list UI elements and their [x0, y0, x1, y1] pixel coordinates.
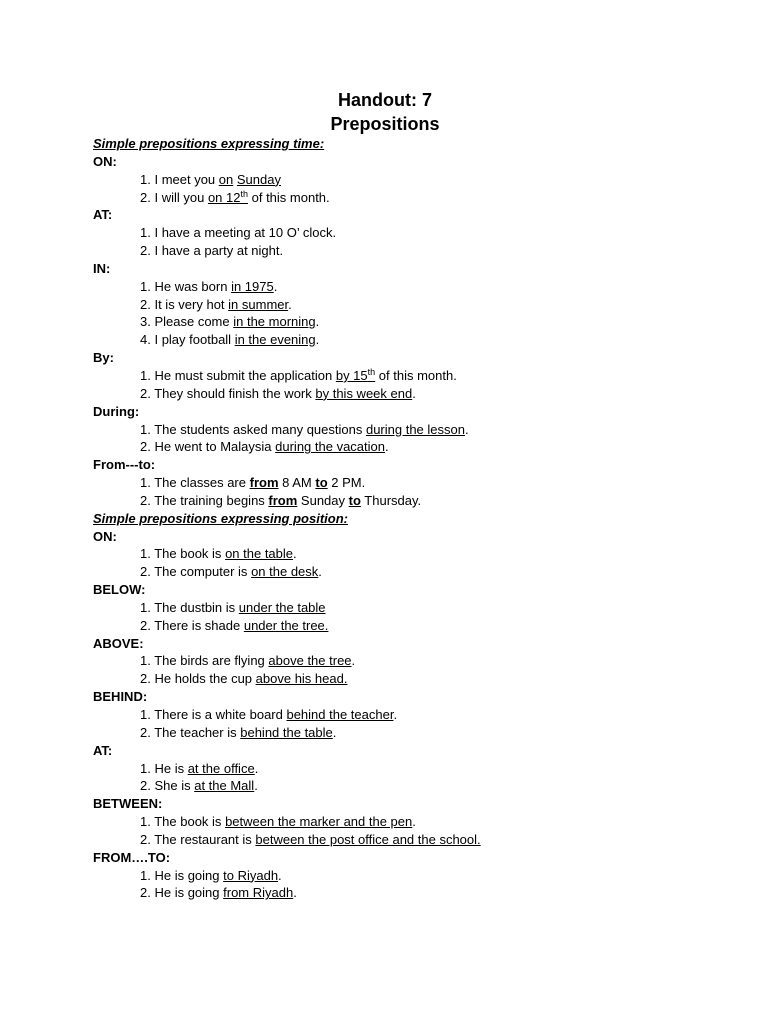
preposition-underlined: [208, 190, 248, 205]
preposition-underlined: from: [268, 492, 298, 508]
sentence-text: She is: [154, 778, 195, 794]
sentence-text: They should finish the work: [154, 385, 316, 401]
preposition-underlined: in summer: [228, 296, 289, 312]
sentence-text: The restaurant is: [154, 831, 256, 847]
preposition-underlined: to: [348, 492, 361, 508]
example-sentence: [93, 313, 713, 331]
example-sentence: [93, 385, 713, 403]
example-sentence: [93, 331, 713, 349]
preposition-underlined: between the marker and the pen: [225, 814, 413, 830]
sentence-text: .: [332, 724, 337, 740]
example-sentence: [93, 242, 713, 260]
example-sentence: [93, 884, 713, 902]
sentence-text: The dustbin is: [154, 599, 239, 615]
item-number: 2.: [140, 831, 151, 847]
sentence-text: .: [288, 296, 292, 312]
preposition-underlined: on: [218, 171, 234, 187]
sentence-text: The training begins: [154, 492, 269, 508]
example-sentence: [93, 599, 713, 617]
preposition-underlined: between the post office and the school.: [255, 831, 481, 847]
item-number: 1.: [140, 814, 151, 830]
item-number: 2.: [140, 778, 151, 794]
label-in-time: IN:: [93, 260, 111, 276]
sentence-text: .: [273, 278, 278, 294]
example-sentence: [93, 777, 713, 795]
sentence-text: There is shade: [154, 617, 244, 633]
example-sentence: [93, 724, 713, 742]
example-sentence: [93, 474, 713, 492]
item-number: 1.: [140, 421, 151, 437]
preposition-underlined: [336, 368, 375, 383]
sentence-text: .: [315, 332, 320, 348]
preposition-underlined: under the table: [238, 599, 326, 615]
label-on-position: ON:: [93, 528, 117, 544]
sentence-text: .: [385, 439, 389, 455]
label-during-time: During:: [93, 403, 140, 419]
sentence-text: He was born: [154, 278, 232, 294]
preposition-underlined: in the evening: [234, 332, 316, 348]
example-sentence: [93, 438, 713, 456]
example-sentence: [93, 278, 713, 296]
handout-content: [93, 135, 713, 902]
sentence-text: .: [278, 867, 282, 883]
sentence-text: He is: [154, 760, 188, 776]
item-number: 1.: [140, 546, 151, 562]
example-sentence: [93, 617, 713, 635]
item-number: 1.: [140, 225, 151, 241]
preposition-underlined: above his head.: [255, 671, 348, 687]
sentence-text: Thursday.: [360, 492, 422, 508]
example-sentence: [93, 367, 713, 385]
sentence-text: .: [351, 653, 356, 669]
example-sentence: [93, 421, 713, 439]
label-at-position: AT:: [93, 742, 113, 758]
preposition-underlined: at the Mall: [194, 778, 255, 794]
sentence-text: .: [293, 546, 297, 562]
sentence-text: The book is: [154, 546, 226, 562]
item-number: 1.: [140, 867, 151, 883]
sentence-text: Sunday: [297, 492, 349, 508]
preposition-underlined: during the vacation: [275, 439, 385, 455]
item-number: 2.: [140, 671, 151, 687]
example-sentence: [93, 545, 713, 563]
item-number: 1.: [140, 653, 151, 669]
example-sentence: [93, 706, 713, 724]
preposition-text: on 12: [207, 189, 241, 205]
sentence-text: The computer is: [154, 564, 252, 580]
preposition-underlined: from Riyadh: [223, 885, 294, 901]
preposition-underlined: above the tree: [268, 653, 352, 669]
example-sentence: [93, 563, 713, 581]
item-number: 2.: [140, 439, 151, 455]
sentence-text: He went to Malaysia: [154, 439, 276, 455]
section-heading-position: Simple prepositions expressing position:: [93, 510, 348, 526]
example-sentence: [93, 760, 713, 778]
item-number: 2.: [140, 492, 151, 508]
preposition-underlined: under the tree.: [243, 617, 329, 633]
example-sentence: [93, 652, 713, 670]
preposition-underlined: by this week end: [315, 385, 413, 401]
label-behind-position: BEHIND:: [93, 689, 148, 705]
example-sentence: [93, 492, 713, 510]
label-by-time: By:: [93, 350, 114, 366]
item-number: 1.: [140, 599, 151, 615]
preposition-underlined: at the office: [187, 760, 255, 776]
sentence-text: .: [254, 760, 259, 776]
preposition-underlined: Sunday: [236, 171, 281, 187]
item-number: 1.: [140, 171, 151, 187]
preposition-underlined: in the morning: [233, 314, 316, 330]
sentence-text: I have a meeting at 10 O’ clock.: [154, 225, 337, 241]
item-number: 2.: [140, 296, 151, 312]
handout-title: Handout: 7: [338, 90, 432, 110]
item-number: 2.: [140, 564, 151, 580]
item-number: 4.: [140, 332, 151, 348]
preposition-underlined: to: [315, 475, 328, 491]
label-above-position: ABOVE:: [93, 635, 144, 651]
label-below-position: BELOW:: [93, 582, 146, 598]
item-number: 1.: [140, 475, 151, 491]
label-between-position: BETWEEN:: [93, 796, 163, 812]
sentence-text: .: [254, 778, 258, 794]
ordinal-suffix: th: [367, 366, 376, 377]
preposition-text: by 15: [335, 367, 368, 383]
sentence-text: .: [393, 707, 398, 722]
label-at-time: AT:: [93, 207, 113, 223]
item-number: 1.: [140, 707, 151, 722]
example-sentence: [93, 189, 713, 207]
item-number: 1.: [140, 367, 151, 383]
example-sentence: [93, 224, 713, 242]
sentence-text: The book is: [154, 814, 226, 830]
sentence-text: of this month.: [375, 367, 457, 383]
example-sentence: [93, 813, 713, 831]
sentence-text: He is going: [154, 867, 224, 883]
sentence-text: The classes are: [154, 475, 250, 491]
sentence-text: I play football: [154, 332, 235, 348]
label-on-time: ON:: [93, 153, 117, 169]
sentence-text: .: [315, 314, 320, 330]
sentence-text: He is going: [154, 885, 224, 901]
sentence-text: .: [412, 385, 416, 401]
ordinal-suffix: th: [240, 188, 248, 199]
sentence-text: 8 AM: [278, 475, 316, 491]
sentence-text: .: [318, 564, 322, 580]
sentence-text: He holds the cup: [154, 671, 256, 687]
example-sentence: [93, 831, 713, 849]
sentence-text: I will you: [154, 189, 208, 205]
label-from-to-time: From---to:: [93, 457, 156, 473]
section-heading-time: Simple prepositions expressing time:: [93, 136, 325, 151]
sentence-text: .: [293, 885, 297, 901]
sentence-text: I meet you: [154, 171, 219, 187]
label-from-to-position: FROM….TO:: [93, 849, 171, 865]
sentence-text: It is very hot: [154, 296, 229, 312]
item-number: 2.: [140, 243, 151, 259]
item-number: 1.: [140, 760, 151, 776]
example-sentence: [93, 867, 713, 885]
page-title: Prepositions: [330, 114, 440, 134]
sentence-text: of this month.: [248, 189, 330, 205]
example-sentence: [93, 171, 713, 189]
example-sentence: [93, 670, 713, 688]
preposition-underlined: behind the table: [240, 724, 333, 740]
sentence-text: The teacher is: [154, 724, 241, 740]
item-number: 2.: [140, 617, 151, 633]
item-number: 2.: [140, 385, 151, 401]
sentence-text: 2 PM.: [327, 475, 366, 491]
sentence-text: Please come: [154, 314, 234, 330]
sentence-text: The birds are flying: [154, 653, 269, 669]
example-sentence: [93, 296, 713, 314]
preposition-underlined: during the lesson: [365, 421, 465, 437]
sentence-text: .: [412, 814, 416, 830]
item-number: 2.: [140, 885, 151, 901]
preposition-underlined: behind the teacher: [286, 707, 394, 722]
preposition-underlined: on the desk: [251, 564, 319, 580]
sentence-text: There is a white board: [154, 707, 287, 722]
sentence-text: The students asked many questions: [154, 421, 366, 437]
item-number: 3.: [140, 314, 151, 330]
sentence-text: I have a party at night.: [154, 243, 284, 259]
preposition-underlined: to Riyadh: [223, 867, 279, 883]
preposition-underlined: on the table: [225, 546, 294, 562]
item-number: 2.: [140, 189, 151, 205]
item-number: 2.: [140, 724, 151, 740]
sentence-text: He must submit the application: [154, 367, 336, 383]
sentence-text: .: [464, 421, 469, 437]
item-number: 1.: [140, 278, 151, 294]
preposition-underlined: in 1975: [231, 278, 274, 294]
preposition-underlined: from: [249, 475, 279, 491]
